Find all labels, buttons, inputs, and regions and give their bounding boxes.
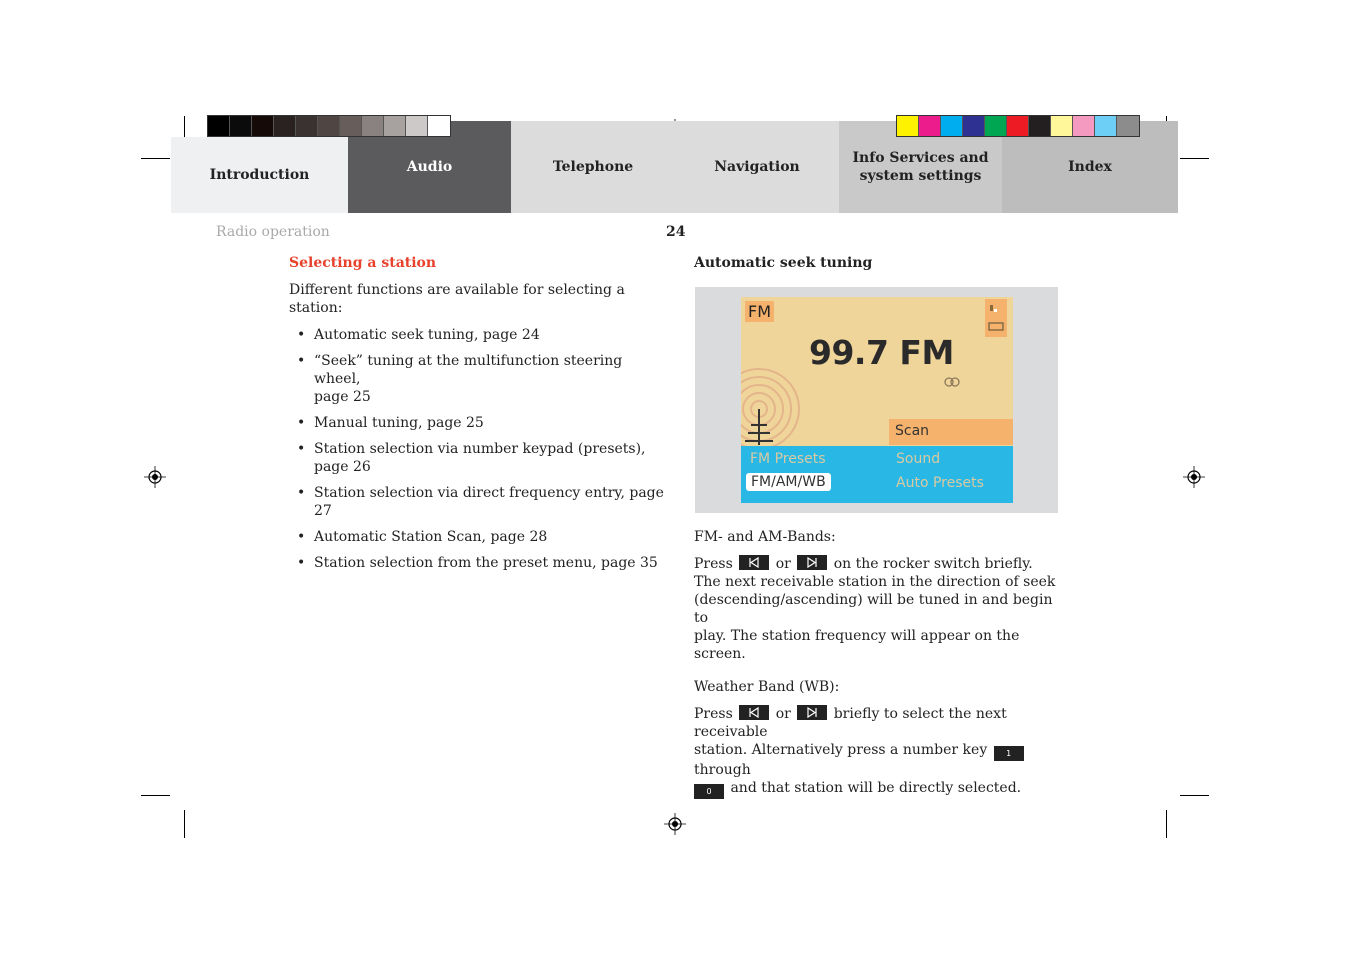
registration-mark-icon: [144, 466, 166, 488]
list-item: • Station selection via direct frequency entry, page 27: [297, 485, 664, 519]
menu-item-band-select[interactable]: FM/AM/WB: [746, 473, 831, 491]
calibration-swatch: [897, 116, 919, 136]
list-item: • Automatic seek tuning, page 24: [297, 327, 540, 343]
right-column: [694, 254, 1064, 272]
calibration-swatch: [919, 116, 941, 136]
radio-screen: [741, 297, 1013, 503]
number-key-1-icon: 1: [994, 746, 1024, 761]
calibration-swatch: [1117, 116, 1139, 136]
list-item: • Automatic Station Scan, page 28: [297, 529, 548, 545]
calibration-swatch: [274, 116, 296, 136]
calibration-swatch: [941, 116, 963, 136]
calibration-swatch: [340, 116, 362, 136]
seek-down-key-icon: [739, 705, 769, 720]
list-item: • Manual tuning, page 25: [297, 415, 484, 431]
calibration-swatch: [1007, 116, 1029, 136]
wb-instructions: Press or briefly to select the next receivable station. Alternatively press a number key 1 through 0 and that station will be directly selected.: [694, 705, 1064, 799]
color-calibration-strip: [896, 115, 1140, 137]
calibration-swatch: [1029, 116, 1051, 136]
function-list: [289, 326, 669, 572]
page-number: 24: [666, 224, 686, 240]
registration-mark-icon: [1183, 466, 1205, 488]
crop-mark: [1180, 795, 1209, 796]
signal-icon: [985, 299, 1007, 337]
calibration-swatch: [362, 116, 384, 136]
calibration-swatch: [963, 116, 985, 136]
menu-item-sound[interactable]: Sound: [896, 451, 941, 467]
seek-up-key-icon: [797, 705, 827, 720]
section-heading: Selecting a station: [289, 255, 437, 271]
calibration-swatch: [296, 116, 318, 136]
calibration-swatch: [384, 116, 406, 136]
fm-am-instructions: Press or on the rocker switch briefly. The next receivable station in the direction of seek (descending/ascending) will be tuned in and begin to play. The station frequency will appear on the screen.: [694, 556, 1056, 662]
tab-introduction[interactable]: Introduction: [171, 137, 348, 213]
antenna-broadcast-icon: [741, 365, 811, 449]
calibration-swatch: [252, 116, 274, 136]
number-key-0-icon: 0: [694, 784, 724, 799]
calibration-swatch: [1073, 116, 1095, 136]
status-icons: [985, 299, 1007, 337]
registration-mark-icon: [664, 813, 686, 835]
seek-down-key-icon: [739, 555, 769, 570]
frequency-display: 99.7 FM: [809, 333, 954, 372]
calibration-swatch: [318, 116, 340, 136]
calibration-swatch: [428, 116, 450, 136]
calibration-swatch: [985, 116, 1007, 136]
crop-mark: [141, 158, 170, 159]
scan-menu-item[interactable]: Scan: [889, 419, 1013, 445]
gray-calibration-strip: [207, 115, 451, 137]
crop-mark: [1180, 158, 1209, 159]
band-indicator: FM: [745, 301, 774, 322]
calibration-swatch: [230, 116, 252, 136]
subsection-heading: Automatic seek tuning: [694, 255, 873, 271]
calibration-swatch: [1051, 116, 1073, 136]
softkey-menu: [741, 446, 1013, 503]
tab-info-services[interactable]: Info Services and system settings: [839, 121, 1002, 213]
crop-mark: [141, 795, 170, 796]
list-item: • Station selection from the preset menu, page 35: [297, 555, 658, 571]
calibration-swatch: [1095, 116, 1117, 136]
tab-audio[interactable]: Audio: [348, 121, 511, 213]
tab-index[interactable]: Index: [1002, 121, 1178, 213]
list-item: • “Seek” tuning at the multifunction steering wheel, page 25: [297, 353, 623, 405]
stereo-icon: [943, 377, 961, 387]
wb-title: Weather Band (WB):: [694, 679, 840, 695]
crop-mark: [184, 810, 185, 838]
crop-mark: [1166, 810, 1167, 838]
menu-item-fm-presets[interactable]: FM Presets: [750, 451, 826, 467]
calibration-swatch: [208, 116, 230, 136]
tab-telephone[interactable]: Telephone: [511, 121, 675, 213]
intro-text: Different functions are available for selecting a station:: [289, 282, 625, 316]
list-item: • Station selection via number keypad (presets), page 26: [297, 441, 646, 475]
calibration-swatch: [406, 116, 428, 136]
right-body: [694, 528, 1064, 799]
left-column: [289, 254, 669, 580]
section-title: Radio operation: [216, 224, 330, 240]
seek-up-key-icon: [797, 555, 827, 570]
menu-item-auto-presets[interactable]: Auto Presets: [896, 475, 984, 491]
tab-navigation[interactable]: Navigation: [675, 121, 839, 213]
fm-am-title: FM- and AM-Bands:: [694, 529, 836, 545]
